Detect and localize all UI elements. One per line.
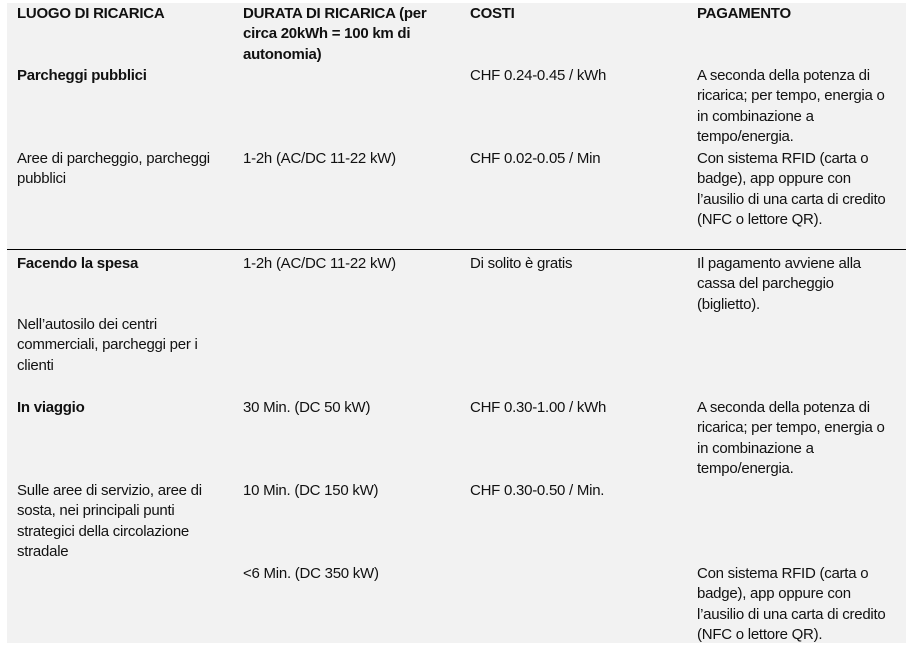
row-title-in-viaggio: In viaggio <box>17 399 85 416</box>
cost-cell: CHF 0.24-0.45 / kWh <box>470 67 607 84</box>
payment-line: l’ausilio di una carta di credito <box>697 190 886 208</box>
location-cell <box>17 315 198 376</box>
cost-cell: CHF 0.30-1.00 / kWh <box>470 399 607 416</box>
location-line: clienti <box>17 356 54 374</box>
payment-line: A seconda della potenza di <box>697 67 870 84</box>
payment-line: tempo/energia. <box>697 460 794 478</box>
section-divider <box>7 249 906 250</box>
payment-line: badge), app oppure con <box>697 585 851 603</box>
payment-cell <box>697 66 885 148</box>
payment-line: cassa del parcheggio <box>697 275 834 293</box>
location-line: Nell’autosilo dei centri <box>17 316 157 333</box>
location-line: pubblici <box>17 170 66 188</box>
payment-line: in combinazione a <box>697 439 814 457</box>
payment-line: A seconda della potenza di <box>697 399 870 416</box>
payment-line: Con sistema RFID (carta o <box>697 150 869 167</box>
cost-cell: CHF 0.30-0.50 / Min. <box>470 482 605 499</box>
payment-cell <box>697 398 885 480</box>
duration-cell: <6 Min. (DC 350 kW) <box>243 565 379 582</box>
cost-cell: Di solito è gratis <box>470 255 573 272</box>
payment-cell <box>697 564 886 646</box>
location-cell <box>17 149 210 190</box>
payment-cell <box>697 254 861 315</box>
location-line: Sulle aree di servizio, aree di <box>17 482 202 499</box>
duration-cell: 1-2h (AC/DC 11-22 kW) <box>243 150 396 167</box>
header-durata-line: autonomia) <box>243 45 322 63</box>
location-line: sosta, nei principali punti <box>17 502 175 520</box>
header-pagamento: PAGAMENTO <box>697 5 791 22</box>
location-line: stradale <box>17 543 69 561</box>
payment-line: Il pagamento avviene alla <box>697 255 861 272</box>
payment-line: (biglietto). <box>697 295 760 313</box>
cost-cell: CHF 0.02-0.05 / Min <box>470 150 601 167</box>
duration-cell: 1-2h (AC/DC 11-22 kW) <box>243 255 396 272</box>
location-line: strategici della circolazione <box>17 522 190 540</box>
row-title-parcheggi-pubblici: Parcheggi pubblici <box>17 67 147 84</box>
location-line: Aree di parcheggio, parcheggi <box>17 150 210 167</box>
payment-line: (NFC o lettore QR). <box>697 626 823 644</box>
payment-line: ricarica; per tempo, energia o <box>697 419 885 437</box>
payment-line: in combinazione a <box>697 107 814 125</box>
row-title-facendo-la-spesa: Facendo la spesa <box>17 255 139 272</box>
header-luogo: LUOGO DI RICARICA <box>17 5 165 22</box>
payment-cell <box>697 149 886 231</box>
payment-line: l’ausilio di una carta di credito <box>697 605 886 623</box>
header-costi: COSTI <box>470 5 515 22</box>
location-cell <box>17 481 202 563</box>
header-durata <box>243 4 426 65</box>
payment-line: (NFC o lettore QR). <box>697 211 823 229</box>
payment-line: Con sistema RFID (carta o <box>697 565 869 582</box>
duration-cell: 10 Min. (DC 150 kW) <box>243 482 379 499</box>
header-durata-line: DURATA DI RICARICA (per <box>243 5 427 22</box>
location-line: commerciali, parcheggi per i <box>17 336 198 354</box>
payment-line: badge), app oppure con <box>697 170 851 188</box>
header-durata-line: circa 20kWh = 100 km di <box>243 25 411 43</box>
payment-line: ricarica; per tempo, energia o <box>697 87 885 105</box>
duration-cell: 30 Min. (DC 50 kW) <box>243 399 371 416</box>
payment-line: tempo/energia. <box>697 128 794 146</box>
